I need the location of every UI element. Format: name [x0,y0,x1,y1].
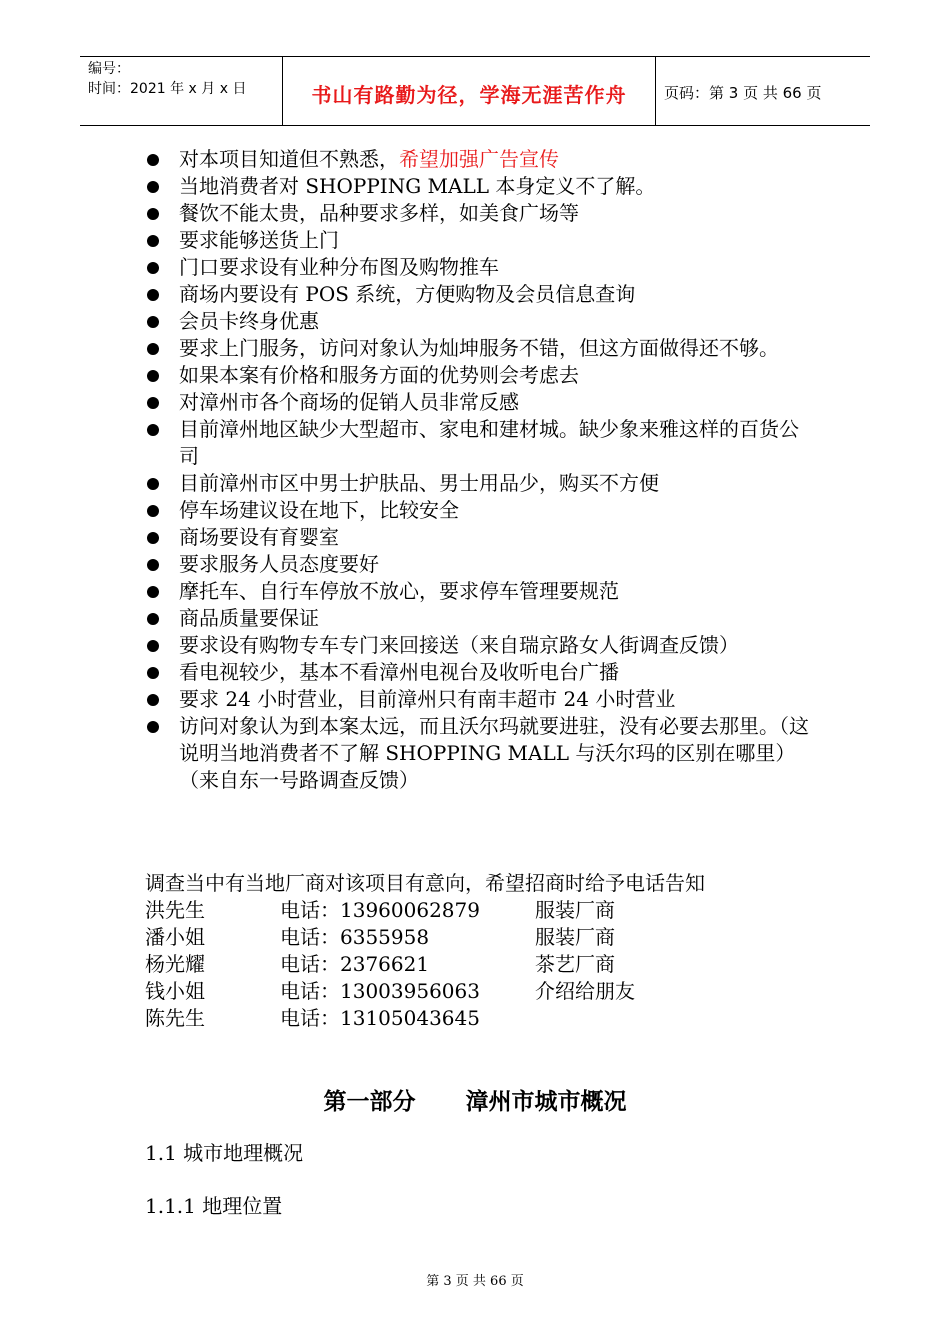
contact-note: 服装厂商 [535,898,615,922]
list-item [145,659,815,686]
contact-name: 洪先生 [145,898,205,922]
list-item-text: 停车场建议设在地下，比较安全 [179,498,459,522]
list-item-text: 会员卡终身优惠 [179,309,319,333]
subsection-heading: 1.1 城市地理概况 [145,1141,304,1165]
list-item-text: 要求 24 小时营业，目前漳州只有南丰超市 24 小时营业 [179,687,676,711]
manufacturer-intro: 调查当中有当地厂商对该项目有意向，希望招商时给予电话告知 [145,871,705,895]
bullet-icon [147,694,159,706]
bullet-icon [147,343,159,355]
bullet-icon [147,721,159,733]
list-item-text: 目前漳州地区缺少大型超市、家电和建材城。缺少象来雅这样的百货公司 [179,417,799,468]
time-label: 时间：2021 年 x 月 x 日 [88,81,247,97]
contact-phone: 电话：6355958 [280,925,430,949]
list-item [145,551,815,578]
list-item [145,470,815,497]
section-part: 第一部分 [323,1089,416,1115]
contact-note: 茶艺厂商 [535,952,615,976]
list-item [145,308,815,335]
header-divider [655,57,656,125]
contact-name: 陈先生 [145,1006,205,1030]
list-item [145,497,815,524]
list-item-text: 商品质量要保证 [179,606,319,630]
bullet-icon [147,262,159,274]
list-item-text: 要求能够送货上门 [179,228,339,252]
page-footer: 第 3 页 共 66 页 [426,1274,524,1289]
list-item-highlight: 希望加强广告宣传 [399,147,559,171]
list-item [145,335,815,362]
contact-note: 服装厂商 [535,925,615,949]
list-item-text: 要求上门服务，访问对象认为灿坤服务不错，但这方面做得还不够。 [179,336,779,360]
header-meta [88,59,280,99]
bullet-icon [147,478,159,490]
list-item-text: 目前漳州市区中男士护肤品、男士用品少，购买不方便 [179,471,659,495]
list-item [145,686,815,713]
bullet-icon [147,235,159,247]
list-item-text: 对漳州市各个商场的促销人员非常反感 [179,390,519,414]
list-item [145,227,815,254]
subsubsection-heading: 1.1.1 地理位置 [145,1194,283,1218]
bullet-icon [147,586,159,598]
bullet-icon [147,667,159,679]
header-page-info: 页码：第 3 页 共 66 页 [664,84,822,102]
bullet-icon [147,559,159,571]
bullet-icon [147,370,159,382]
list-item [145,200,815,227]
list-item [145,713,815,794]
list-item-text: 商场内要设有 POS 系统，方便购物及会员信息查询 [179,282,636,306]
list-item [145,524,815,551]
list-item [145,173,815,200]
bullet-icon [147,316,159,328]
section-title: 漳州市城市概况 [465,1089,627,1115]
contact-note: 介绍给朋友 [535,979,635,1003]
list-item [145,254,815,281]
contact-phone: 电话：13003956063 [280,979,480,1003]
list-item-text: 当地消费者对 SHOPPING MALL 本身定义不了解。 [179,174,656,198]
bullet-icon [147,181,159,193]
bullet-icon [147,208,159,220]
bullet-icon [147,640,159,652]
list-item-text: 要求服务人员态度要好 [179,552,379,576]
list-item [145,389,815,416]
header-motto: 书山有路勤为径，学海无涯苦作舟 [311,83,627,107]
list-item [145,632,815,659]
list-item [145,416,815,470]
list-item-text: 摩托车、自行车停放不放心，要求停车管理要规范 [179,579,619,603]
feedback-list [145,146,815,794]
bullet-icon [147,613,159,625]
bullet-icon [147,289,159,301]
list-item-text: 要求设有购物专车专门来回接送（来自瑞京路女人街调查反馈） [179,633,739,657]
contact-phone: 电话：13105043645 [280,1006,480,1030]
list-item-text: 如果本案有价格和服务方面的优势则会考虑去 [179,363,579,387]
list-item-text: 商场要设有育婴室 [179,525,339,549]
list-item [145,146,815,173]
list-item [145,605,815,632]
list-item-text: 餐饮不能太贵，品种要求多样，如美食广场等 [179,201,579,225]
section-heading [0,1083,950,1116]
contact-name: 杨光耀 [145,952,205,976]
bullet-icon [147,397,159,409]
contact-phone: 电话：13960062879 [280,898,480,922]
list-item-text: 门口要求设有业种分布图及购物推车 [179,255,499,279]
list-item [145,362,815,389]
bullet-icon [147,424,159,436]
bullet-icon [147,505,159,517]
list-item-text: 看电视较少，基本不看漳州电视台及收听电台广播 [179,660,619,684]
list-item [145,281,815,308]
bullet-icon [147,532,159,544]
contact-name: 潘小姐 [145,925,205,949]
list-item [145,578,815,605]
contact-name: 钱小姐 [145,979,205,1003]
list-item-text: 对本项目知道但不熟悉， [179,147,399,171]
list-item-text: 访问对象认为到本案太远，而且沃尔玛就要进驻，没有必要去那里。（这说明当地消费者不了解 SHOPPING MALL 与沃尔玛的区别在哪里）（来自东一号路调查反馈） [179,714,809,792]
serial-label: 编号： [88,61,130,77]
contact-phone: 电话：2376621 [280,952,430,976]
bullet-icon [147,154,159,166]
page-header [80,56,870,126]
